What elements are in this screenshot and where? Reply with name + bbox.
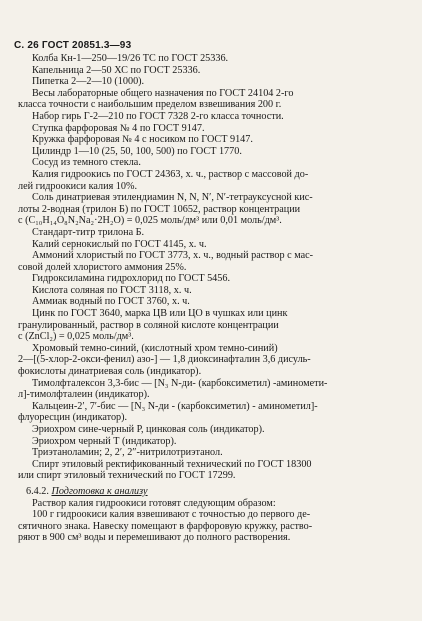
text-line: Ступка фарфоровая № 4 по ГОСТ 9147. bbox=[32, 122, 205, 134]
text-line: Гидроксиламина гидрохлорид по ГОСТ 5456. bbox=[32, 273, 231, 285]
section-number: 6.4.2. bbox=[26, 485, 49, 497]
document-body bbox=[18, 53, 410, 544]
text-line: ряют в 900 см³ воды и перемешивают до полного растворения. bbox=[18, 532, 291, 544]
text-line: Колба Кн-1—250—19/26 ТС по ГОСТ 25336. bbox=[32, 53, 229, 64]
text-line: Калия гидроокись по ГОСТ 24363, х. ч., раствор с массовой до- bbox=[32, 168, 309, 180]
text-line: флуоресцин (индикатор). bbox=[18, 412, 128, 424]
text-line: лей гидроокиси калия 10%. bbox=[18, 180, 138, 192]
text-line: с (C₁₀H₁₄O₈N₂Na₂·2H₂O) = 0,025 моль/дм³ или 0,01 моль/дм³. bbox=[18, 215, 282, 227]
text-line: Калий сернокислый по ГОСТ 4145, х. ч. bbox=[32, 238, 207, 250]
text-line: Кружка фарфоровая № 4 с носиком по ГОСТ 9147. bbox=[32, 134, 253, 146]
text-line: Набор гирь Г-2—210 по ГОСТ 7328 2-го класса точности. bbox=[32, 110, 284, 122]
text-line: л]-тимолфталеин (индикатор). bbox=[18, 389, 150, 401]
text-line: Аммоний хлористый по ГОСТ 3773, х. ч., водный раствор с мас- bbox=[32, 250, 314, 262]
text-line: Тимолфталексон 3,3-бис — [N₃ N-ди- (карбоксиметил) -аминомети- bbox=[32, 377, 328, 389]
text-line: Спирт этиловый ректификованный технический по ГОСТ 18300 bbox=[32, 458, 312, 470]
text-line: Кислота соляная по ГОСТ 3118, х. ч. bbox=[32, 284, 192, 296]
text-line: Весы лабораторные общего назначения по ГОСТ 24104 2-го bbox=[32, 87, 294, 99]
text-line: совой долей хлористого аммония 25%. bbox=[18, 261, 187, 273]
text-line: Цинк по ГОСТ 3640, марка ЦВ или ЦО в чушках или цинк bbox=[32, 308, 288, 320]
text-line: Цилиндр 1—10 (25, 50, 100, 500) по ГОСТ 1770. bbox=[32, 145, 242, 157]
text-line: Кальцеин-2′, 7′-бис — [N₃ N-ди - (карбоксиметил) - аминометил]- bbox=[32, 400, 318, 412]
text-line: или спирт этиловый технический по ГОСТ 17299. bbox=[18, 470, 236, 482]
text-line: гранулированный, раствор в соляной кислоте концентрации bbox=[18, 319, 279, 331]
text-line: фокислоты динатриевая соль (индикатор). bbox=[18, 366, 202, 378]
text-line: сятичного знака. Навеску помещают в фарфоровую кружку, раство- bbox=[18, 520, 313, 532]
text-line: Триэтаноламин; 2, 2′, 2″-нитрилотриэтанол. bbox=[32, 447, 223, 459]
text-line: 2—[(5-хлор-2-окси-фенил) азо-] — 1,8 диоксинафталин 3,6 дисуль- bbox=[18, 354, 311, 366]
text-line: Соль динатриевая этилендиамин N, N, N′, N′-тетрауксусной кис- bbox=[32, 192, 313, 204]
text-line: 100 г гидроокиси калия взвешивают с точностью до первого де- bbox=[32, 509, 311, 521]
page-header: С. 26 ГОСТ 20851.3—93 bbox=[14, 40, 132, 51]
text-line: класса точности с наибольшим пределом взвешивания 200 г. bbox=[18, 99, 282, 111]
text-line: Эриохром черный Т (индикатор). bbox=[32, 435, 177, 447]
text-line: Сосуд из темного стекла. bbox=[32, 157, 141, 169]
text-line: лоты 2-водная (трилон Б) по ГОСТ 10652, раствор концентрации bbox=[18, 203, 301, 215]
section-title: Подготовка к анализу bbox=[51, 485, 148, 497]
text-line: Стандарт-титр трилона Б. bbox=[32, 226, 145, 238]
text-line: Раствор калия гидроокиси готовят следующим образом: bbox=[32, 497, 276, 509]
text-line: Эриохром сине-черный Р, цинковая соль (индикатор). bbox=[32, 424, 265, 435]
text-line: с (ZnCl₂) = 0,025 моль/дм³. bbox=[18, 331, 134, 343]
text-line: Пипетка 2—2—10 (1000). bbox=[32, 76, 145, 88]
text-line: Аммиак водный по ГОСТ 3760, х. ч. bbox=[32, 296, 190, 308]
section-heading bbox=[18, 486, 410, 498]
text-line: Хромовый темно-синий, (кислотный хром темно-синий) bbox=[32, 342, 278, 354]
text-line: Капельница 2—50 ХС по ГОСТ 25336. bbox=[32, 64, 201, 76]
